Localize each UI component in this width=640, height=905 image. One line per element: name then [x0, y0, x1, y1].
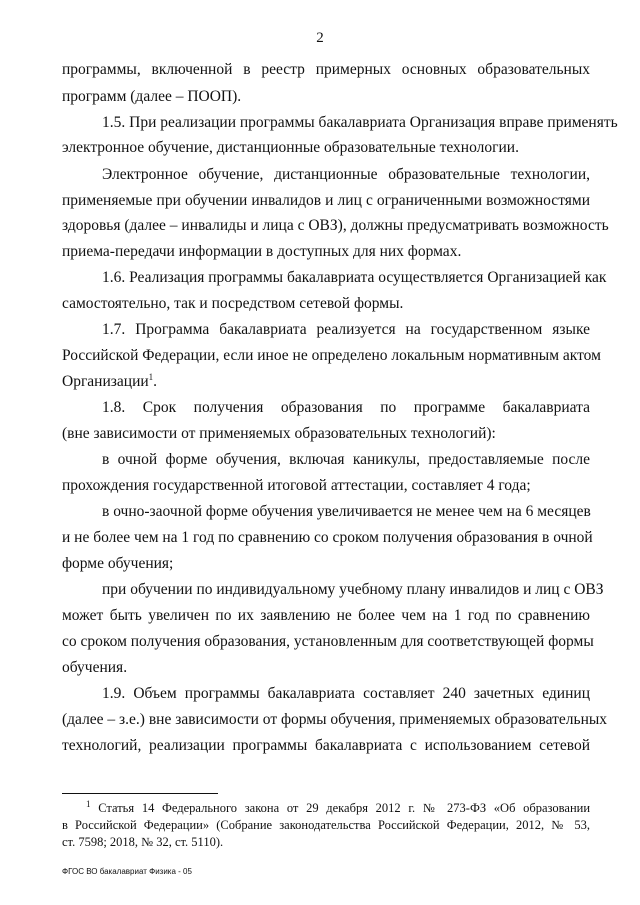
- text-line: электронное обучение, дистанционные образовательные технологии.: [62, 139, 519, 156]
- text-line: в очно-заочной форме обучения увеличивается не менее чем на 6 месяцев: [102, 503, 591, 520]
- text-line: Российской Федерации, если иное не определено локальным нормативным актом: [62, 347, 601, 364]
- footnote-line: ст. 7598; 2018, № 32, ст. 5110).: [62, 835, 224, 849]
- text-line: применяемые при обучении инвалидов и лиц с ограниченными возможностями: [62, 192, 590, 209]
- text-line: может быть увеличен по их заявлению не более чем на 1 год по сравнению: [62, 607, 590, 624]
- footnote-line-content: Статья 14 Федерального закона от 29 декабря 2012 г. № 273-ФЗ «Об образовании: [98, 801, 591, 815]
- footnote-line: в Российской Федерации» (Собрание законодательства Российской Федерации, 2012, № 53,: [62, 818, 590, 832]
- footnote-reference: 1: [148, 371, 154, 382]
- text-line: приема-передачи информации в доступных для них формах.: [62, 243, 462, 260]
- text-line: технологий, реализации программы бакалавриата с использованием сетевой: [62, 737, 590, 754]
- text-line: самостоятельно, так и посредством сетевой формы.: [62, 295, 404, 312]
- text-line: 1.8. Срок получения образования по программе бакалавриата: [102, 399, 590, 416]
- text-line: Организации$^1$.: [62, 371, 158, 390]
- text-line: программ (далее – ПООП).: [62, 88, 242, 105]
- text-line: здоровья (далее – инвалиды и лица с ОВЗ), должны предусматривать возможность: [62, 217, 609, 234]
- text-line: программы, включенной в реестр примерных основных образовательных: [62, 61, 590, 78]
- text-line: 1.6. Реализация программы бакалавриата осуществляется Организацией как: [102, 269, 607, 286]
- document-footer: ФГОС ВО бакалавриат Физика - 05: [62, 867, 192, 876]
- text-line: (вне зависимости от применяемых образовательных технологий):: [62, 425, 496, 442]
- text-line: в очной форме обучения, включая каникулы, предоставляемые после: [102, 451, 590, 468]
- footnote-marker: 1: [86, 798, 91, 809]
- text-line-content: Организации: [62, 373, 149, 390]
- text-line: 1.9. Объем программы бакалавриата составляет 240 зачетных единиц: [102, 685, 590, 702]
- text-line: (далее – з.е.) вне зависимости от формы обучения, применяемых образовательных: [62, 711, 608, 728]
- text-line: 1.5. При реализации программы бакалавриата Организация вправе применять: [102, 114, 618, 131]
- text-line: форме обучения;: [62, 555, 174, 572]
- text-line: 1.7. Программа бакалавриата реализуется на государственном языке: [102, 321, 590, 338]
- text-line: прохождения государственной итоговой аттестации, составляет 4 года;: [62, 477, 531, 494]
- text-line: при обучении по индивидуальному учебному плану инвалидов и лиц с ОВЗ: [102, 581, 604, 598]
- footnote-divider: [62, 793, 218, 794]
- page-number: 2: [316, 30, 324, 46]
- text-line: обучения.: [62, 659, 128, 676]
- footnote-line: [86, 800, 590, 817]
- text-line: и не более чем на 1 год по сравнению со сроком получения образования в очной: [62, 529, 593, 546]
- text-line: Электронное обучение, дистанционные образовательные технологии,: [102, 166, 590, 183]
- text-line: со сроком получения образования, установленным для соответствующей формы: [62, 633, 594, 650]
